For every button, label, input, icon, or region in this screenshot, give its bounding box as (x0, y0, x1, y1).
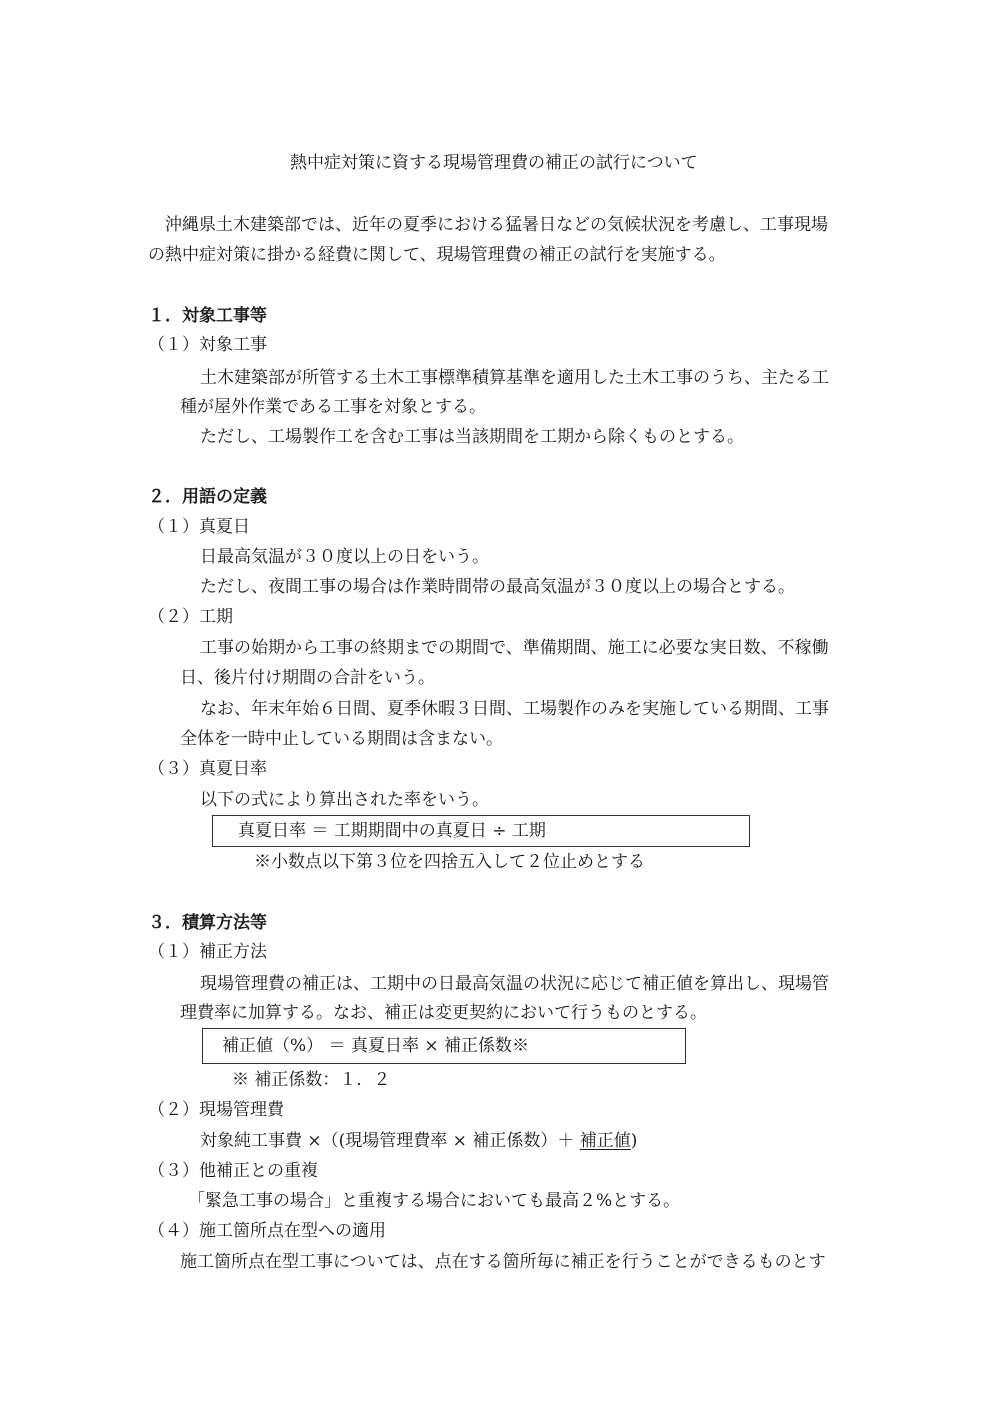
section-1-1-label: （１）対象工事 (148, 335, 267, 355)
section-1-1-line-3: ただし、工場製作工を含む工事は当該期間を工期から除くものとする。 (200, 427, 744, 447)
section-2-2-label: （２）工期 (148, 607, 233, 627)
formula-suffix: ) (630, 1131, 638, 1151)
section-3-1-label: （１）補正方法 (148, 942, 267, 962)
correction-coefficient-note: ※ 補正係数：１．２ (232, 1070, 391, 1090)
section-2-heading: ２．用語の定義 (148, 487, 267, 507)
section-2-2-line-1: 工事の始期から工事の終期までの期間で、準備期間、施工に必要な実日数、不稼働 (200, 638, 829, 658)
intro-line-2: の熱中症対策に掛かる経費に関して、現場管理費の補正の試行を実施する。 (148, 245, 726, 265)
section-3-3-line-1: 「緊急工事の場合」と重複する場合においても最高２%とする。 (188, 1191, 681, 1211)
section-3-4-line-1: 施工箇所点在型工事については、点在する箇所毎に補正を行うことができるものとす (180, 1252, 826, 1272)
formula-rounding-note: ※小数点以下第３位を四捨五入して２位止めとする (254, 852, 645, 872)
section-3-4-label: （４）施工箇所点在型への適用 (148, 1221, 386, 1241)
section-2-1-label: （１）真夏日 (148, 517, 250, 537)
section-2-2-line-4: 全体を一時中止している期間は含まない。 (180, 729, 503, 749)
formula-manatsubi-rate: 真夏日率 ＝ 工期期間中の真夏日 ÷ 工期 (238, 821, 546, 841)
section-2-2-line-3: なお、年末年始６日間、夏季休暇３日間、工場製作のみを実施している期間、工事 (200, 699, 829, 719)
section-3-2-label: （２）現場管理費 (148, 1100, 284, 1120)
section-2-1-line-2: ただし、夜間工事の場合は作業時間帯の最高気温が３０度以上の場合とする。 (200, 577, 795, 597)
formula-correction-value: 補正値（%） ＝ 真夏日率 × 補正係数※ (222, 1036, 530, 1056)
formula-underlined-term: 補正値 (579, 1131, 631, 1151)
section-2-1-line-1: 日最高気温が３０度以上の日をいう。 (200, 547, 489, 567)
section-2-2-line-2: 日、後片付け期間の合計をいう。 (180, 668, 435, 688)
section-3-3-label: （３）他補正との重複 (148, 1161, 318, 1181)
site-management-cost-formula (200, 1130, 637, 1152)
section-3-heading: ３．積算方法等 (148, 913, 267, 933)
section-2-3-line-1: 以下の式により算出された率をいう。 (200, 790, 489, 810)
section-3-1-line-1: 現場管理費の補正は、工期中の日最高気温の状況に応じて補正値を算出し、現場管 (200, 974, 829, 994)
intro-line-1: 沖縄県土木建築部では、近年の夏季における猛暑日などの気候状況を考慮し、工事現場 (148, 215, 828, 235)
section-1-1-line-1: 土木建築部が所管する土木工事標準積算基準を適用した土木工事のうち、主たる工 (200, 368, 829, 388)
section-1-1-line-2: 種が屋外作業である工事を対象とする。 (180, 397, 486, 417)
section-1-heading: １．対象工事等 (148, 306, 267, 326)
section-3-1-line-2: 理費率に加算する。なお、補正は変更契約において行うものとする。 (180, 1003, 707, 1023)
formula-prefix: 対象純工事費 ×（(現場管理費率 × 補正係数）＋ (200, 1131, 580, 1151)
document-title: 熱中症対策に資する現場管理費の補正の試行について (290, 153, 698, 173)
section-2-3-label: （３）真夏日率 (148, 759, 267, 779)
